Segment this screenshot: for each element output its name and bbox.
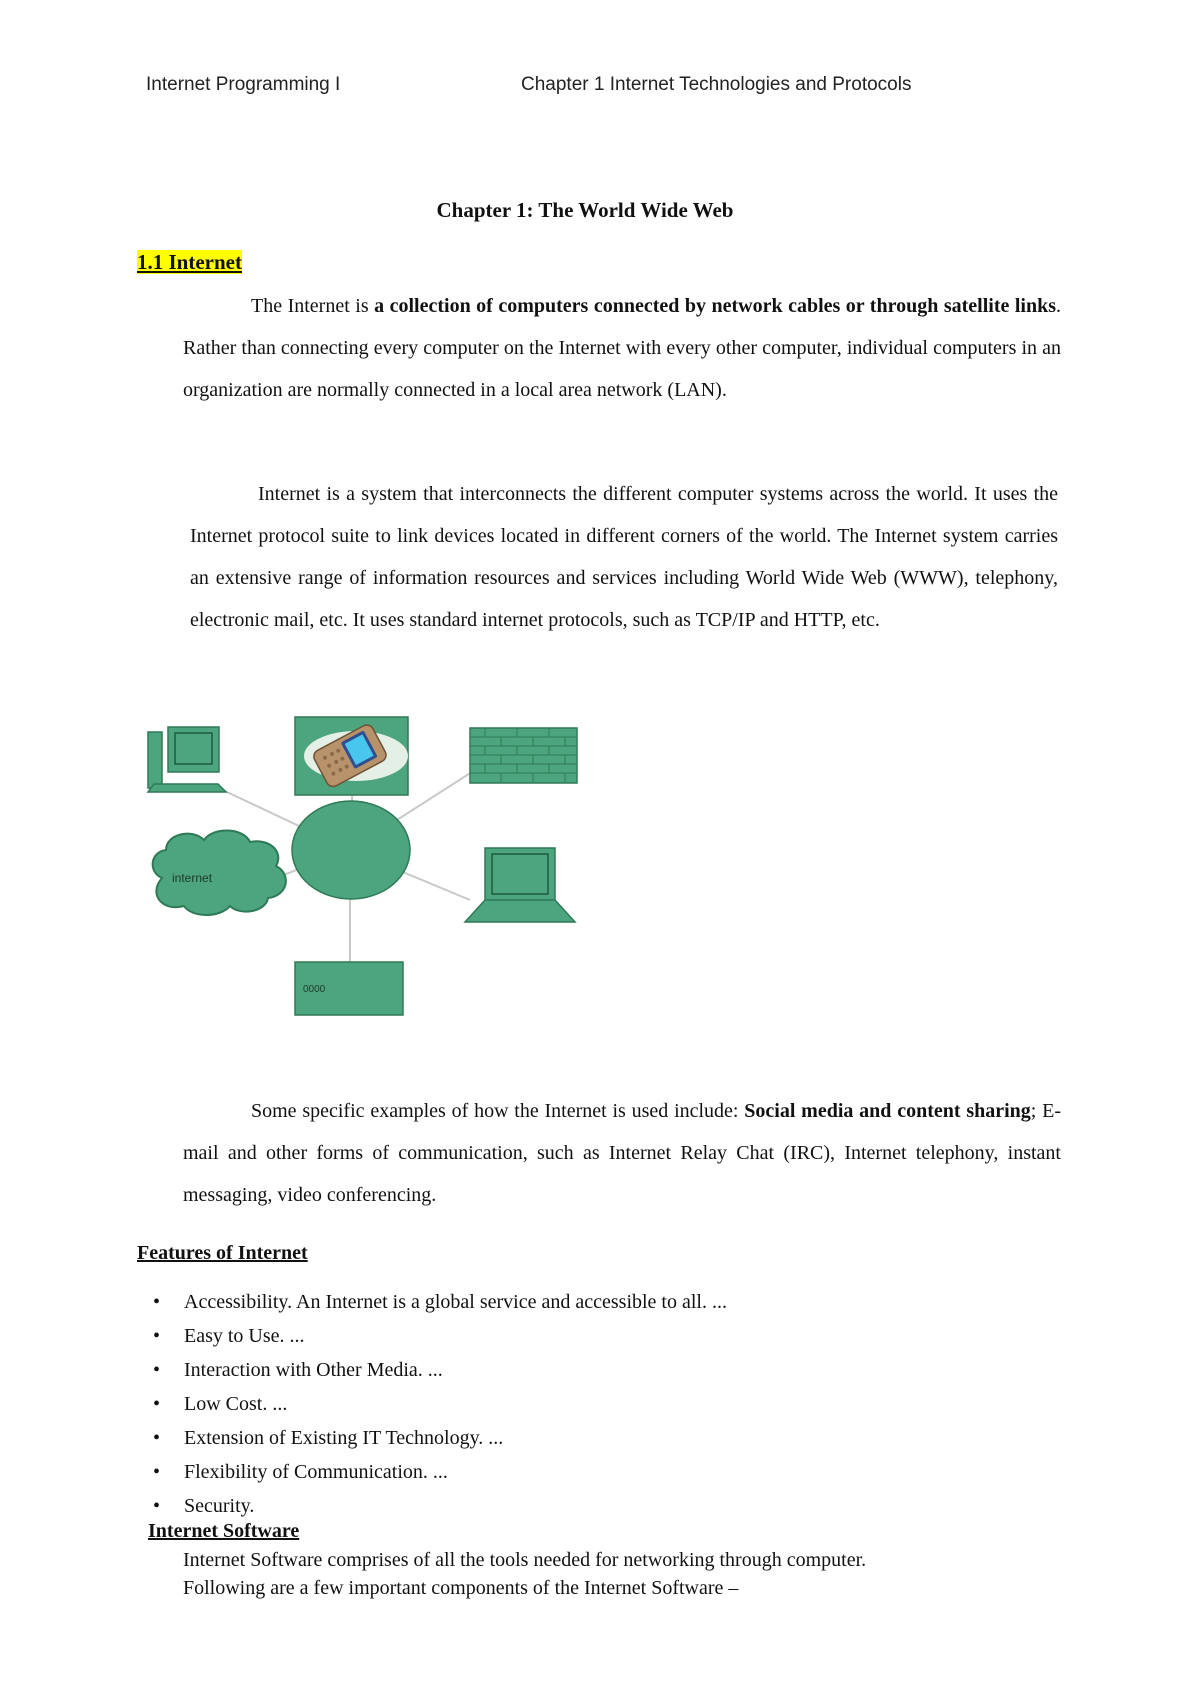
list-item xyxy=(0,1387,727,1421)
bullet-icon: • xyxy=(153,1291,161,1313)
section-heading-text: 1.1 Internet xyxy=(137,250,242,274)
network-diagram xyxy=(140,700,610,1025)
bullet-icon: • xyxy=(153,1427,161,1449)
p2-text: Internet is a system that interconnects the different computer systems across the world. It uses the Internet protocol suite to link devices located in different corners of the world. The Internet system carries an extensive range of information resources and services including World Wide Web (WWW), telephony, electronic mail, etc. It uses standard internet protocols, such as TCP/IP and HTTP, etc. xyxy=(190,483,1058,631)
p1-text-1: The Internet is xyxy=(251,295,375,317)
cloud-icon xyxy=(153,830,286,915)
feature-text: Accessibility. An Internet is a global service and accessible to all. ... xyxy=(184,1291,727,1313)
features-heading: Features of Internet xyxy=(137,1242,308,1264)
header-right: Chapter 1 Internet Technologies and Protocols xyxy=(521,74,912,95)
device-label: 0000 xyxy=(303,984,326,995)
feature-text: Extension of Existing IT Technology. ... xyxy=(184,1427,504,1449)
software-line-2: Following are a few important components of the Internet Software – xyxy=(183,1577,739,1599)
chapter-title: Chapter 1: The World Wide Web xyxy=(436,198,734,222)
network-device-icon xyxy=(295,962,403,1015)
paragraph-system xyxy=(190,473,1058,641)
feature-text: Low Cost. ... xyxy=(184,1393,288,1415)
feature-text: Flexibility of Communication. ... xyxy=(184,1461,448,1483)
software-heading: Internet Software xyxy=(148,1520,300,1542)
bullet-icon: • xyxy=(153,1495,161,1517)
software-line-1: Internet Software comprises of all the tools needed for networking through computer. xyxy=(183,1549,867,1571)
feature-text: Easy to Use. ... xyxy=(184,1325,305,1347)
bullet-icon: • xyxy=(153,1359,161,1381)
list-item xyxy=(0,1421,727,1455)
features-list xyxy=(0,1285,727,1523)
bullet-icon: • xyxy=(153,1393,161,1415)
list-item xyxy=(0,1285,727,1319)
feature-text: Interaction with Other Media. ... xyxy=(184,1359,443,1381)
p1-bold: a collection of computers connected by network cables or through satellite links xyxy=(374,295,1056,317)
paragraph-intro xyxy=(183,285,1061,411)
firewall-icon xyxy=(470,728,577,783)
header-left: Internet Programming I xyxy=(146,74,341,95)
desktop-computer-icon xyxy=(148,727,226,792)
list-item xyxy=(0,1489,727,1523)
section-heading xyxy=(137,250,242,275)
laptop-icon xyxy=(465,848,575,922)
list-item xyxy=(0,1353,727,1387)
list-item xyxy=(0,1455,727,1489)
p3-text-1: Some specific examples of how the Internet is used include: xyxy=(251,1100,745,1122)
feature-text: Security. xyxy=(184,1495,255,1517)
cloud-label: internet xyxy=(172,871,213,885)
paragraph-examples xyxy=(183,1090,1061,1216)
list-item xyxy=(0,1319,727,1353)
p1-text-2: . Rather than connecting every computer on the Internet with every other computer, individual computers in an organization are normally connected in a local area network (LAN). xyxy=(183,295,1061,401)
p3-bold: Social media and content sharing xyxy=(744,1100,1031,1122)
p3-text-2: ; E-mail and other forms of communication, such as Internet Relay Chat (IRC), Internet telephony, instant messaging, video conferencing. xyxy=(183,1100,1062,1206)
hub-node xyxy=(292,801,410,899)
bullet-icon: • xyxy=(153,1461,161,1483)
bullet-icon: • xyxy=(153,1325,161,1347)
mobile-phone-icon xyxy=(295,717,408,795)
